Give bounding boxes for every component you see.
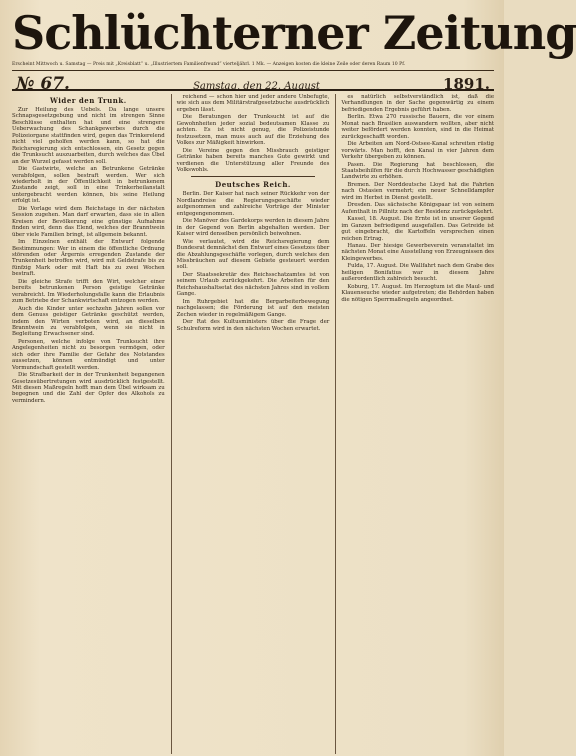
issue-number: № 67. xyxy=(16,74,70,94)
news-item: Fulda, 17. August. Die Wallfahrt nach dem Grabe des heiligen Bonifatius war in diesem Jahre außerordentlich zahlreich besucht. xyxy=(341,263,495,283)
article-paragraph: Die Beratungen der Trunksucht ist auf die Gewohnheiten jeder sozial bedeutsamen Klasse zu achten. Es ist nicht genug, die Polizeistunde festzusetzen, man muss auch auf die Erziehung des Volkes zur Mäßigkeit hinwirken. xyxy=(176,114,330,147)
news-item: Im Ruhrgebiet hat die Bergarbeiterbewegung nachgelassen; die Förderung ist auf den meisten Zechen wieder in regelmäßigem Gange. xyxy=(176,298,330,318)
news-item: Pasen. Die Regierung hat beschlossen, die Staatsbeihilfen für die durch Hochwasser geschädigten Landwirte zu erhöhen. xyxy=(341,161,495,181)
article-paragraph: Personen, welche infolge von Trunksucht ihre Angelegenheiten nicht zu besorgen vermögen, oder sich oder ihre Familie der Gefahr des Notstandes aussetzen, können entmündigt und unter Vormundschaft gestellt werden. xyxy=(12,338,165,371)
article-paragraph: Die Vereine gegen den Missbrauch geistiger Getränke haben bereits manches Gute gewirkt und verdienen die Unterstützung aller Freunde des Volkswohls. xyxy=(176,147,330,173)
news-item: Wie verlautet, wird die Reichsregierung dem Bundesrat demnächst den Entwurf eines Gesetzes über die Abzahlungsgeschäfte vorlegen, durch welches den Missbräuchen auf diesem Gebiete gesteuert werden soll. xyxy=(176,238,330,271)
newspaper-masthead: Schlüchterner Zeitung xyxy=(12,6,576,60)
article-headline: Wider den Trunk. xyxy=(50,96,127,105)
subscription-line: Erscheint Mittwoch u. Samstag — Preis mit „Kreisblatt“ u. „Illustriertem Familienfreund“ vierteljährl. 1 Mk. — Anzeigen kosten die kleine Zeile oder deren Raum 10 Pf. xyxy=(12,62,494,71)
news-item: Hanau. Der hiesige Gewerbeverein veranstaltet im nächsten Monat eine Ausstellung von Erzeugnissen des Kleingewerbes. xyxy=(341,242,495,262)
news-item: Die Manöver des Gardekorps werden in diesem Jahre in der Gegend von Berlin abgehalten werden. Der Kaiser wird denselben persönlich beiwohnen. xyxy=(176,218,330,238)
issue-date: Samstag, den 22. August xyxy=(193,81,320,92)
article-paragraph: Auch die Kinder unter sechzehn Jahren sollen vor dem Genuss geistiger Getränke geschützt werden, indem den Wirten verboten wird, an dieselben Branntwein zu verabfolgen, wenn sie nicht in Begleitung Erwachsener sind. xyxy=(12,305,165,338)
news-item: Berlin. Etwa 270 russische Bauern, die vor einem Monat nach Brasilien auswandern wollten, aber nicht weiter befördert werden konnten, sind in die Heimat zurückgeschafft worden. xyxy=(341,114,495,140)
news-item: Der Staatssekretär des Reichsschatzamtes ist von seinem Urlaub zurückgekehrt. Die Arbeiten für den Reichshaushaltsetat des nächsten Jahres sind in vollem Gange. xyxy=(176,271,330,298)
issue-year: 1891. xyxy=(443,75,490,93)
article-paragraph: Die gleiche Strafe trifft den Wirt, welcher einer bereits betrunkenen Person geistige Getränke verabreicht. Im Wiederholungsfalle kann die Erlaubnis zum Betriebe der Schankwirtschaft entzogen werden. xyxy=(12,278,165,305)
article-paragraph: reichend — schon hier und jeder andere Unbefugte, wie sich aus dem Militärstrafgesetzbuche ausdrücklich ergeben lässt. xyxy=(176,94,330,113)
article-paragraph: Die Strafbarkeit der in der Trunkenheit begangenen Gesetzesübertretungen wird ausdrücklich festgestellt. Mit diesen Maßregeln hofft man dem Übel wirksam zu begegnen und die Zahl der Opfer des Alkohols zu vermindern. xyxy=(12,372,165,404)
article-paragraph: Die Gastwirte, welche an Betrunkene Getränke verabfolgen, sollen bestraft werden. Wer sich wiederholt in der Öffentlichkeit in betrunkenem Zustande zeigt, soll in eine Trinkerheilanstalt untergebracht werden können, bis seine Heilung erfolgt ist. xyxy=(12,166,165,205)
article-paragraph: Die Vorlage wird dem Reichstage in der nächsten Session zugehen. Man darf erwarten, dass sie in allen Kreisen der Bevölkerung eine günstige Aufnahme finden wird, denn das Elend, welches der Branntwein über viele Familien bringt, ist allgemein bekannt. xyxy=(12,205,165,238)
article-paragraph: Im Einzelnen enthält der Entwurf folgende Bestimmungen: Wer in einem die öffentliche Ordnung störenden oder Ärgernis erregenden Zustande der Trunkenheit betroffen wird, wird mit Geldstrafe bis zu fünfzig Mark oder mit Haft bis zu zwei Wochen bestraft. xyxy=(12,239,165,278)
news-item: Die Arbeiten am Nord-Ostsee-Kanal schreiten rüstig vorwärts. Man hofft, den Kanal in vier Jahren dem Verkehr übergeben zu können. xyxy=(341,141,495,161)
news-item: Berlin. Der Kaiser hat nach seiner Rückkehr von der Nordlandreise die Regierungsgeschäfte wieder aufgenommen und zahlreiche Vorträge der Minister entgegengenommen. xyxy=(176,191,330,217)
column-2 xyxy=(171,94,330,754)
news-item: Der Rat des Kultusministers über die Frage der Schulreform wird in den nächsten Wochen erwartet. xyxy=(176,319,330,332)
issue-bar xyxy=(12,71,494,94)
column-1 xyxy=(12,94,165,754)
news-item: es natürlich selbstverständlich ist, daß die Verhandlungen in der Sache gegenwärtig zu einem befriedigenden Ergebnis geführt haben. xyxy=(341,94,495,113)
news-item: Kassel, 18. August. Die Ernte ist in unserer Gegend im Ganzen befriedigend ausgefallen. Das Getreide ist gut eingebracht, die Kartoffeln versprechen einen reichen Ertrag. xyxy=(341,216,495,242)
article-paragraph: Zur Heilung des Uebels. Da lange unsere Schnapsgesetzgebung und nicht im strengen Sinne Beschlüsse enthalten hat und eine strengere Ueberwachung des Schankgewerbes durch die Polizeiorgane stattfinden wird, gegen das Trinkerelend nicht viel geholfen werden kann, so hat die Reichsregierung sich entschlossen, ein Gesetz gegen die Trunksucht auszuarbeiten, durch welches das Übel an der Wurzel gefasst werden soll. xyxy=(12,107,165,165)
news-item: Koburg, 17. August. Im Herzogtum ist die Maul- und Klauenseuche wieder aufgetreten; die Behörden haben die nötigen Sperrmaßregeln angeordnet. xyxy=(341,283,495,303)
news-item: Bremen. Der Norddeutsche Lloyd hat die Fahrten nach Ostasien vermehrt; ein neuer Schnelldampfer wird im Herbst in Dienst gestellt. xyxy=(341,181,495,201)
section-headline: Deutsches Reich. xyxy=(215,180,291,190)
article-columns xyxy=(12,94,494,754)
news-item: Dresden. Das sächsische Königspaar ist von seinem Aufenthalt in Pillnitz nach der Residenz zurückgekehrt. xyxy=(341,202,495,215)
column-3 xyxy=(335,94,494,754)
section-divider xyxy=(191,176,316,177)
